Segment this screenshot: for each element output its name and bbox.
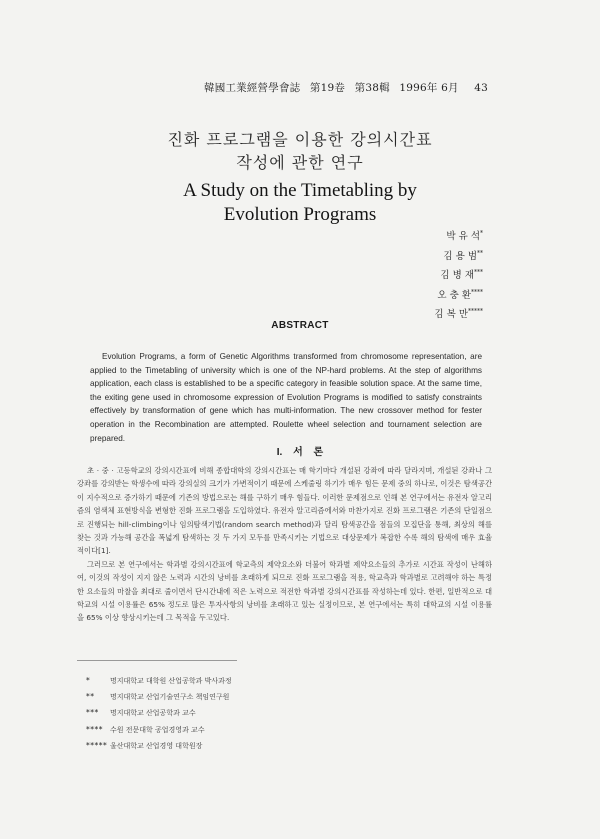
journal-name: 韓國工業經營學會誌 xyxy=(204,82,301,94)
footnote-text: 명지대학교 대학원 산업공학과 박사과정 xyxy=(110,677,232,685)
footnote xyxy=(86,689,446,705)
page-number: 43 xyxy=(474,82,488,94)
footnote xyxy=(86,738,446,754)
footnote xyxy=(86,705,446,721)
title-korean-line1: 진화 프로그램을 이용한 강의시간표 xyxy=(167,130,433,149)
footnote-text: 울산대학교 산업경영 대학원장 xyxy=(110,741,203,750)
paragraph: 그러므로 본 연구에서는 학과별 강의시간표에 학교측의 제약요소와 더불어 학과별 제약요소들의 추가로 시간표 작성이 난해하여, 이것의 작성이 지지 않은 노력과 시간의 낭비를 초래하게 되므로 진화 프로그램을 적용, 학교측과 학과별로 고려해야 하는 특정한 요소들의 마찰을 최대로 줄이면서 단시간내에 적은 노력으로 적전한 학과별 강의시간표를 작성하는데 있다. 한편, 일반적으로 대학교의 시설 이용률은 65% 정도로 많은 투자사항의 낭비를 초래하고 있는 실정이므로, 본 연구에서는 특히 대학교의 시설 이용률을 65% 이상 향상시키는데 그 목적을 두고있다. xyxy=(77,559,492,623)
footnote xyxy=(86,722,446,738)
footnote-text: 명지대학교 산업기술연구소 책임연구원 xyxy=(110,693,230,702)
journal-issue: 第38輯 xyxy=(354,82,390,94)
paragraph: 초 · 중 · 고등학교의 강의시간표에 비해 종합대학의 강의시간표는 매 학기마다 개설된 강좌에 따라 달라지며, 개설된 강좌나 그 강좌를 강의받는 학생수에 따라 강의실의 크기가 가변적이기 때문에 스케줄링 하기가 매우 힘든 문제 중의 하나로, 이것은 탐색공간이 지수적으로 증가하기 때문에 기존의 방법으로는 해를 구하기 매우 힘들다. 이러한 문제점으로 인해 본 연구에서는 유전자 알고리즘의 염색체 표현방식을 변형한 진화 프로그램을 도입하였다. 유전자 알고리즘에서와 마찬가지로 진화 프로그램은 기존의 단일점으로 진행되는 hill-climbing이나 임의탐색기법(random search method)과 달리 탐색공간을 점들의 모집단을 통해, 최상의 해를 찾는 것과 가능해 공간을 폭넓게 탐색하는 것 두 가지 모두를 만족시키는 기법으로 대상문제가 복잡한 수록 해의 탐색에 매우 효율적이다[1]. xyxy=(77,466,492,556)
footnote-divider xyxy=(77,660,237,661)
abstract-text: Evolution Programs, a form of Genetic Algorithms transformed from chromosome representation, are applied to the Timetabling of university which is one of the NP-hard problems. At the step of algorithms application, each class is established to be a specific category in feasible solution space. At the same time, the exiting gene used in chromosome expression of Evolution Programs is modified to satisfy constraints effectively by transformation of gene which has multi-information. The new crossover method for fester operation in the Recombination are attempted. Roulette wheel selection and tournament selection are prepared. xyxy=(90,352,482,443)
footnote-text: 명지대학교 산업공학과 교수 xyxy=(110,709,196,718)
journal-header xyxy=(198,80,488,95)
footnote-mark: ** xyxy=(86,692,95,702)
introduction-body xyxy=(77,464,492,625)
title-korean-line2: 작성에 관한 연구 xyxy=(236,153,364,172)
author-list xyxy=(434,226,483,324)
title-english-line1: A Study on the Timetabling by xyxy=(183,180,417,201)
author: 박 유 석* xyxy=(446,230,483,242)
footnote-mark: * xyxy=(86,676,91,685)
author: 김 복 만***** xyxy=(434,308,483,320)
footnote xyxy=(86,673,446,689)
title-block xyxy=(0,128,600,226)
footnote-mark: *** xyxy=(86,708,99,718)
footnote-list xyxy=(86,673,446,754)
title-english-line2: Evolution Programs xyxy=(223,204,377,225)
author: 오 충 환**** xyxy=(437,288,483,301)
abstract-heading: ABSTRACT xyxy=(271,320,329,331)
author: 김 병 재*** xyxy=(440,269,483,281)
section-heading: I. 서 론 xyxy=(276,447,324,458)
footnote-mark: ***** xyxy=(86,740,108,750)
author: 김 용 범** xyxy=(443,249,483,262)
journal-date: 1996年 6月 xyxy=(399,82,459,94)
footnote-mark: **** xyxy=(86,724,103,734)
abstract-body xyxy=(90,350,482,445)
journal-volume: 第19卷 xyxy=(309,82,346,94)
footnote-text: 수원 전문대학 공업경영과 교수 xyxy=(110,725,205,734)
